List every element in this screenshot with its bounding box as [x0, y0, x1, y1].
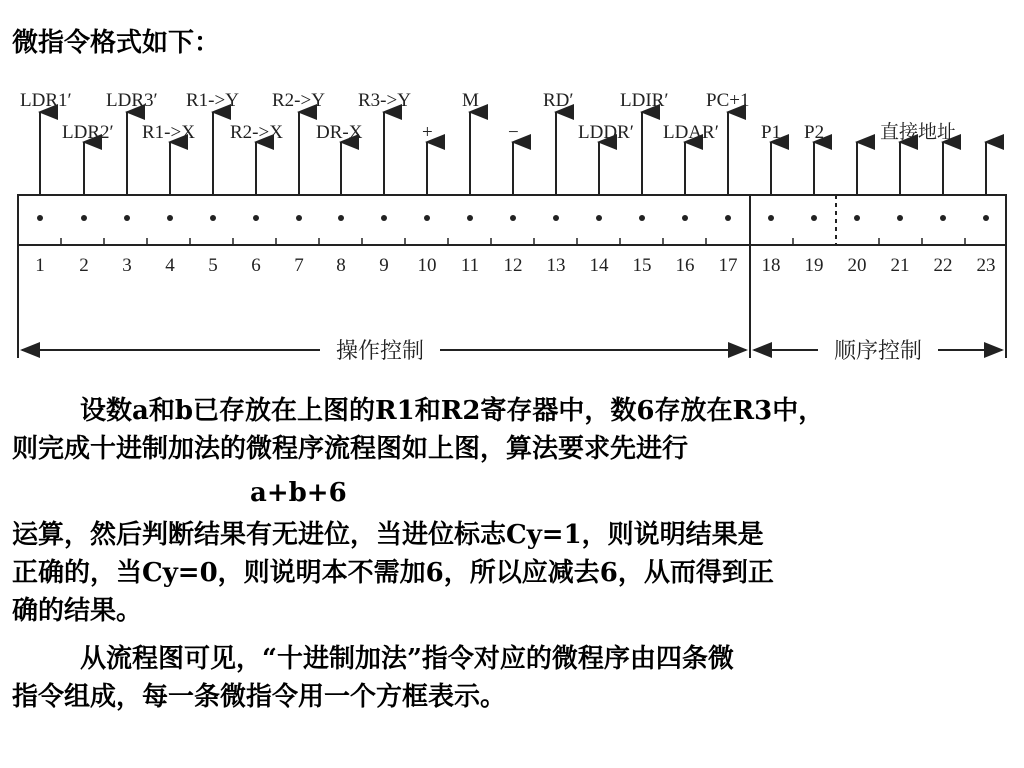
bit-number: 10 [417, 255, 437, 276]
label-p2: P2 [804, 122, 825, 143]
label-direct-address: 直接地址 [880, 122, 957, 143]
label-r2-x: R2->X [230, 122, 283, 143]
label-r1-y: R1->Y [186, 90, 239, 111]
label-p1: P1 [761, 122, 782, 143]
lower-row-labels [62, 121, 956, 143]
formula: a+b+6 [250, 478, 347, 508]
bit-number: 6 [251, 255, 261, 276]
bit-number: 1 [35, 255, 45, 276]
label-minus: − [508, 122, 519, 143]
bit-number: 19 [804, 255, 824, 276]
bit-number: 15 [632, 255, 652, 276]
bit-number: 11 [460, 255, 480, 276]
paragraph-3-line-2: 指令组成，每一条微指令用一个方框表示。 [12, 682, 507, 712]
label-ldr2: LDR2′ [62, 122, 114, 143]
label-ldr3: LDR3′ [106, 90, 158, 111]
paragraph-1-line-1: 设数a和b已存放在上图的R1和R2寄存器中，数6存放在R3中， [80, 396, 825, 426]
bit-number: 8 [336, 255, 346, 276]
label-pc1: PC+1 [706, 90, 750, 111]
heading: 微指令格式如下： [12, 28, 221, 58]
paragraph-1-line-2: 则完成十进制加法的微程序流程图如上图，算法要求先进行 [12, 434, 689, 464]
section-sequence-control: 顺序控制 [833, 338, 923, 363]
bit-number: 20 [847, 255, 867, 276]
microinstruction-format-diagram [0, 80, 1024, 370]
label-r1-x: R1->X [142, 122, 195, 143]
bit-number: 21 [890, 255, 910, 276]
label-dr-x: DR-X [316, 122, 363, 143]
bit-number: 23 [976, 255, 996, 276]
paragraph-2-line-3: 确的结果。 [12, 596, 143, 626]
bit-number: 2 [79, 255, 89, 276]
label-plus: + [422, 122, 433, 143]
paragraph-2-line-2: 正确的，当Cy=0，则说明本不需加6，所以应减去6，从而得到正 [12, 558, 774, 588]
section-operation-control: 操作控制 [335, 338, 425, 363]
bit-number: 22 [933, 255, 953, 276]
bit-number: 18 [761, 255, 781, 276]
bit-numbers [35, 255, 995, 276]
bit-number: 5 [208, 255, 218, 276]
bit-number: 3 [122, 255, 132, 276]
label-r3-y: R3->Y [358, 90, 411, 111]
label-m: M [462, 90, 479, 111]
label-rd: RD′ [543, 90, 574, 111]
bit-number: 9 [379, 255, 389, 276]
bit-number: 4 [165, 255, 175, 276]
paragraph-3-line-1: 从流程图可见，“十进制加法”指令对应的微程序由四条微 [80, 644, 734, 674]
bit-number: 17 [718, 255, 738, 276]
bit-number: 12 [503, 255, 523, 276]
label-ldir: LDIR′ [620, 90, 669, 111]
label-lddr: LDDR′ [578, 122, 634, 143]
bit-number: 16 [675, 255, 695, 276]
register-box [18, 195, 1006, 245]
paragraph-2-line-1: 运算，然后判断结果有无进位，当进位标志Cy=1，则说明结果是 [12, 520, 764, 550]
top-row-labels [20, 90, 749, 111]
bit-number: 7 [294, 255, 304, 276]
label-r2-y: R2->Y [272, 90, 325, 111]
bit-number: 14 [589, 255, 609, 276]
bit-number: 13 [546, 255, 566, 276]
label-ldar: LDAR′ [663, 122, 719, 143]
label-ldr1: LDR1′ [20, 90, 72, 111]
